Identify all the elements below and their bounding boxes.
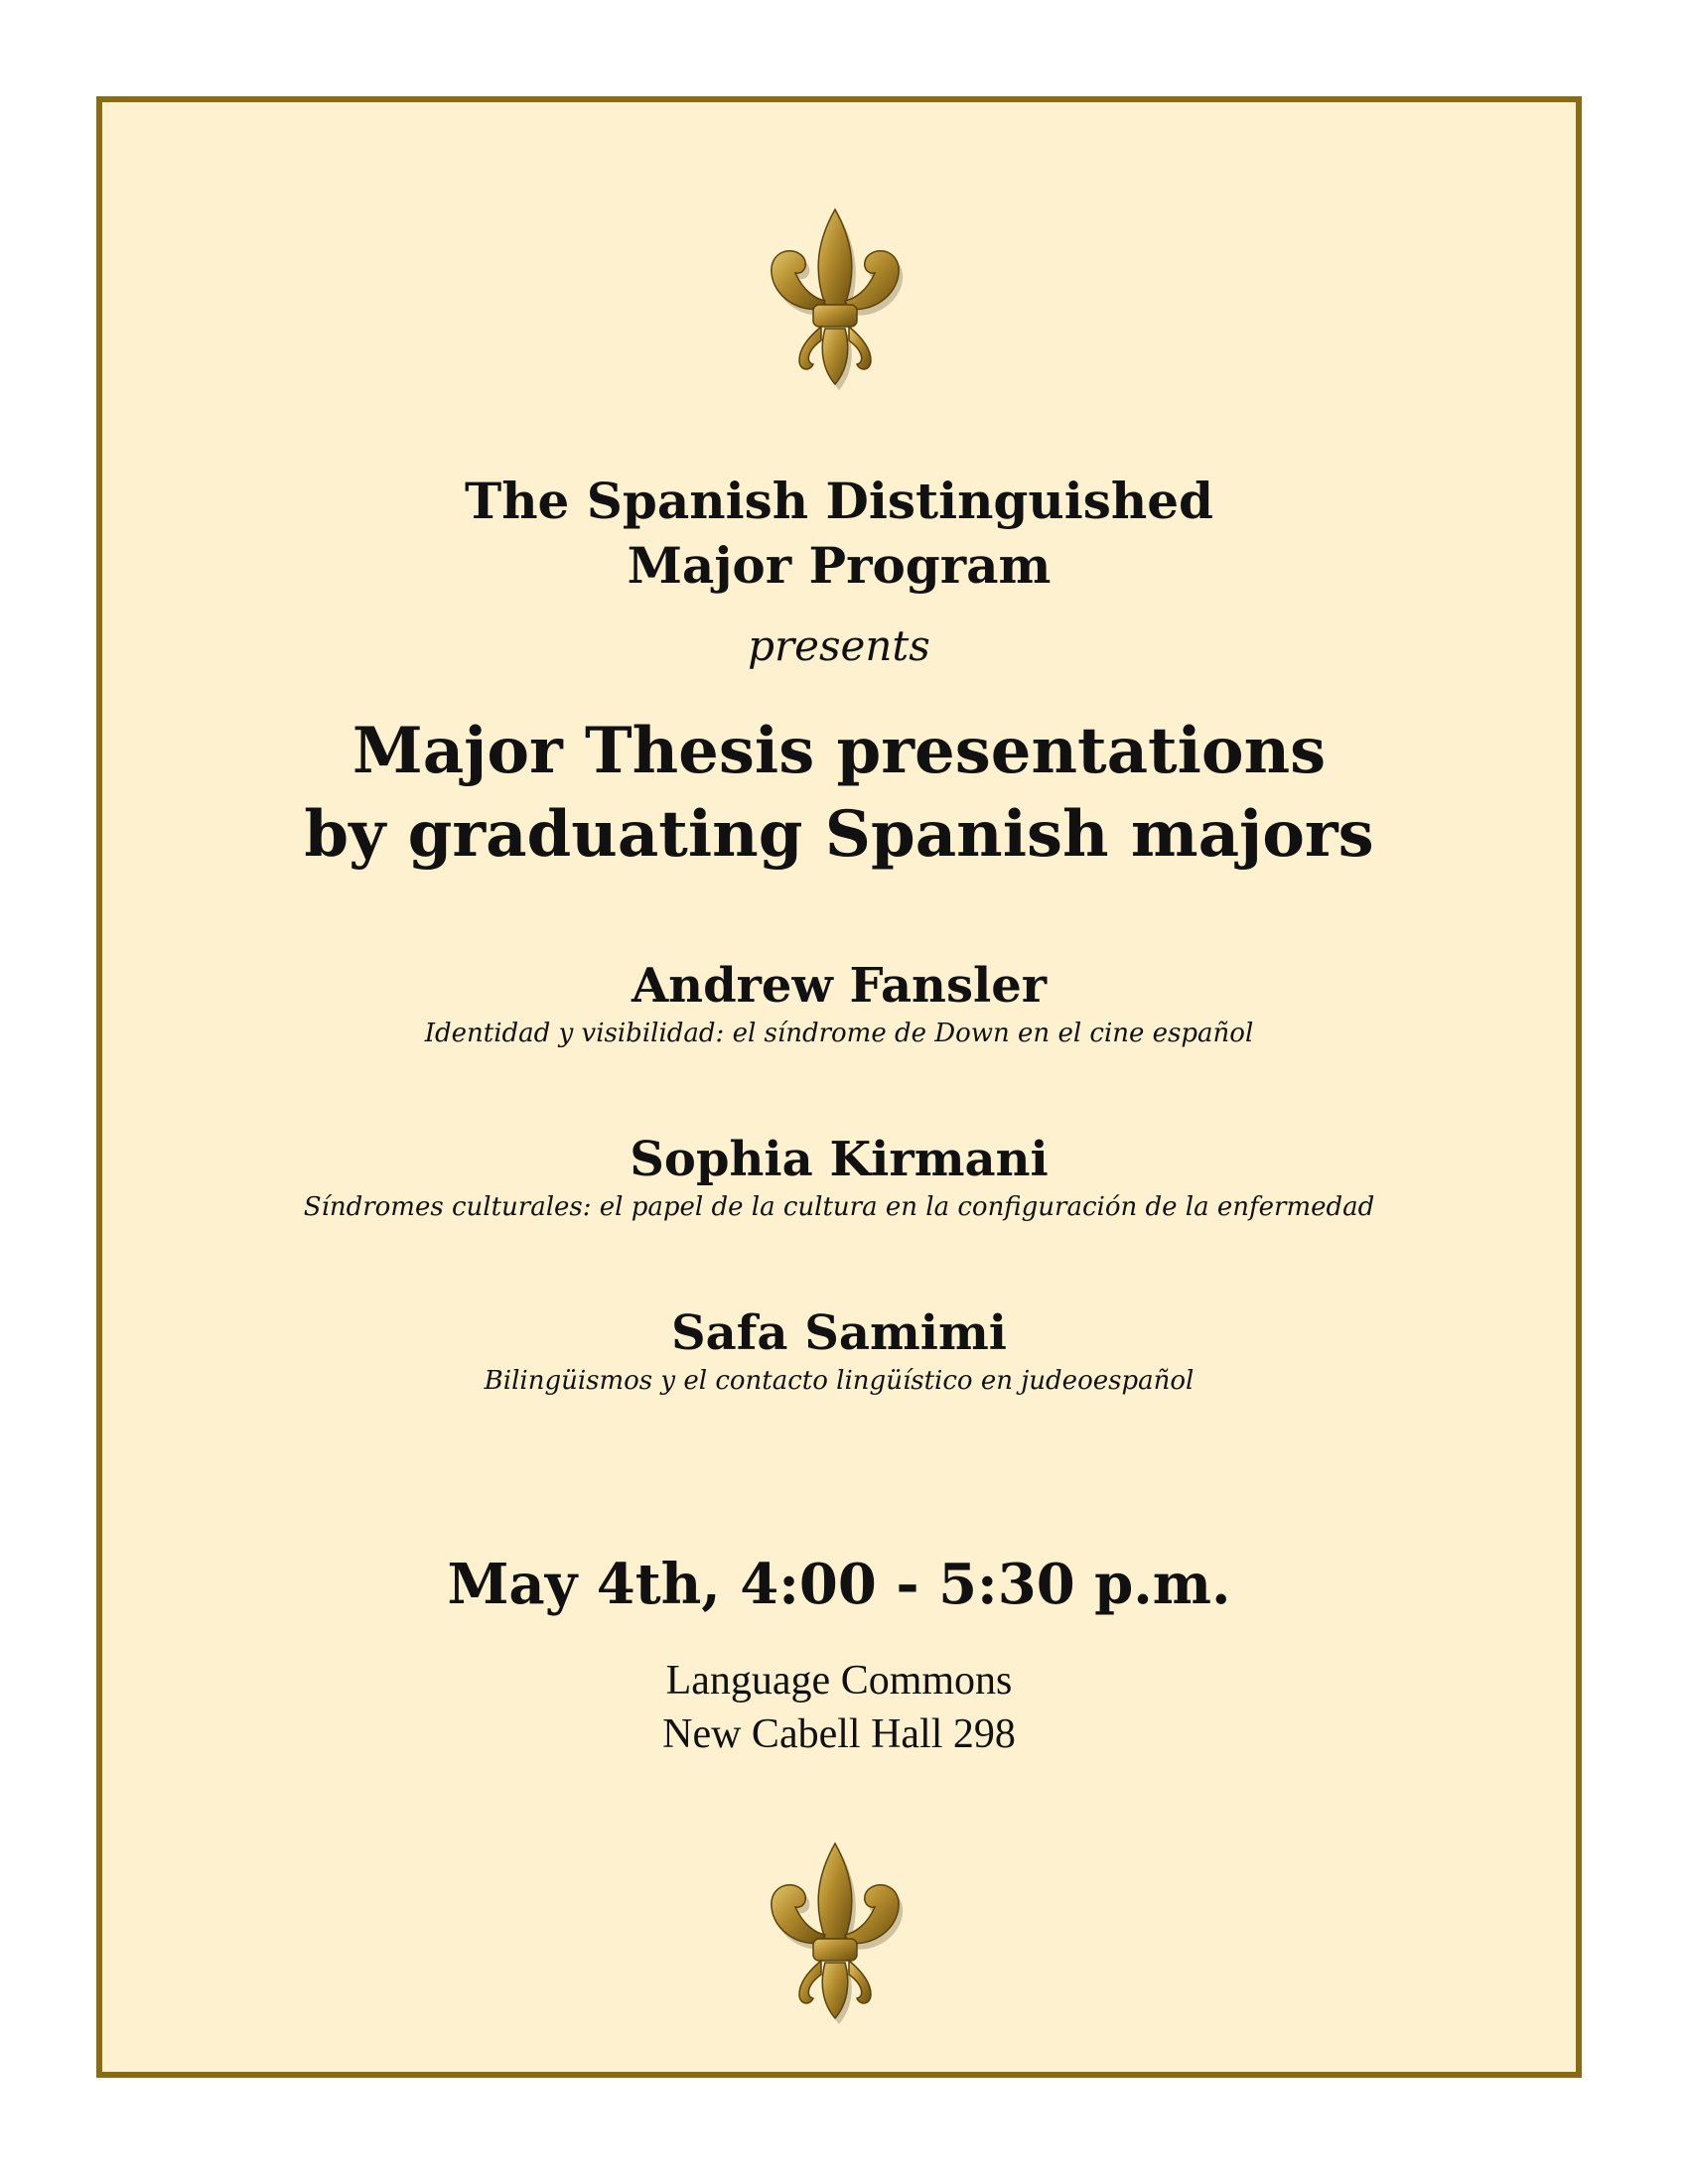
program-title	[102, 469, 1576, 598]
thesis-title: Síndromes culturales: el papel de la cultura en la configuración de la enfermedad	[303, 1192, 1375, 1222]
venue-line1: Language Commons	[665, 1658, 1013, 1704]
presenter-entry	[102, 1303, 1576, 1399]
event-headline	[102, 710, 1576, 877]
presenter-name: Sophia Kirmani	[630, 1132, 1049, 1187]
event-poster	[96, 96, 1582, 2078]
thesis-title: Identidad y visibilidad: el síndrome de Down en el cine español	[424, 1019, 1254, 1048]
presenter-entry	[102, 1130, 1576, 1225]
headline-line2: by graduating Spanish majors	[304, 797, 1374, 872]
fleur-de-lis-icon	[760, 1836, 918, 2034]
event-venue	[102, 1654, 1576, 1761]
presents-text: presents	[748, 621, 930, 670]
event-datetime: May 4th, 4:00 - 5:30 p.m.	[447, 1552, 1231, 1617]
thesis-title: Bilingüismos y el contacto lingüístico en judeoespañol	[484, 1366, 1195, 1396]
fleur-de-lis-icon	[760, 202, 918, 400]
headline-line1: Major Thesis presentations	[352, 714, 1327, 788]
program-title-line1: The Spanish Distinguished	[464, 472, 1214, 530]
presenter-entry	[102, 956, 1576, 1051]
venue-line2: New Cabell Hall 298	[662, 1711, 1016, 1757]
program-title-line2: Major Program	[627, 536, 1052, 595]
presenter-name: Safa Samimi	[670, 1305, 1008, 1361]
presenter-name: Andrew Fansler	[631, 958, 1048, 1014]
